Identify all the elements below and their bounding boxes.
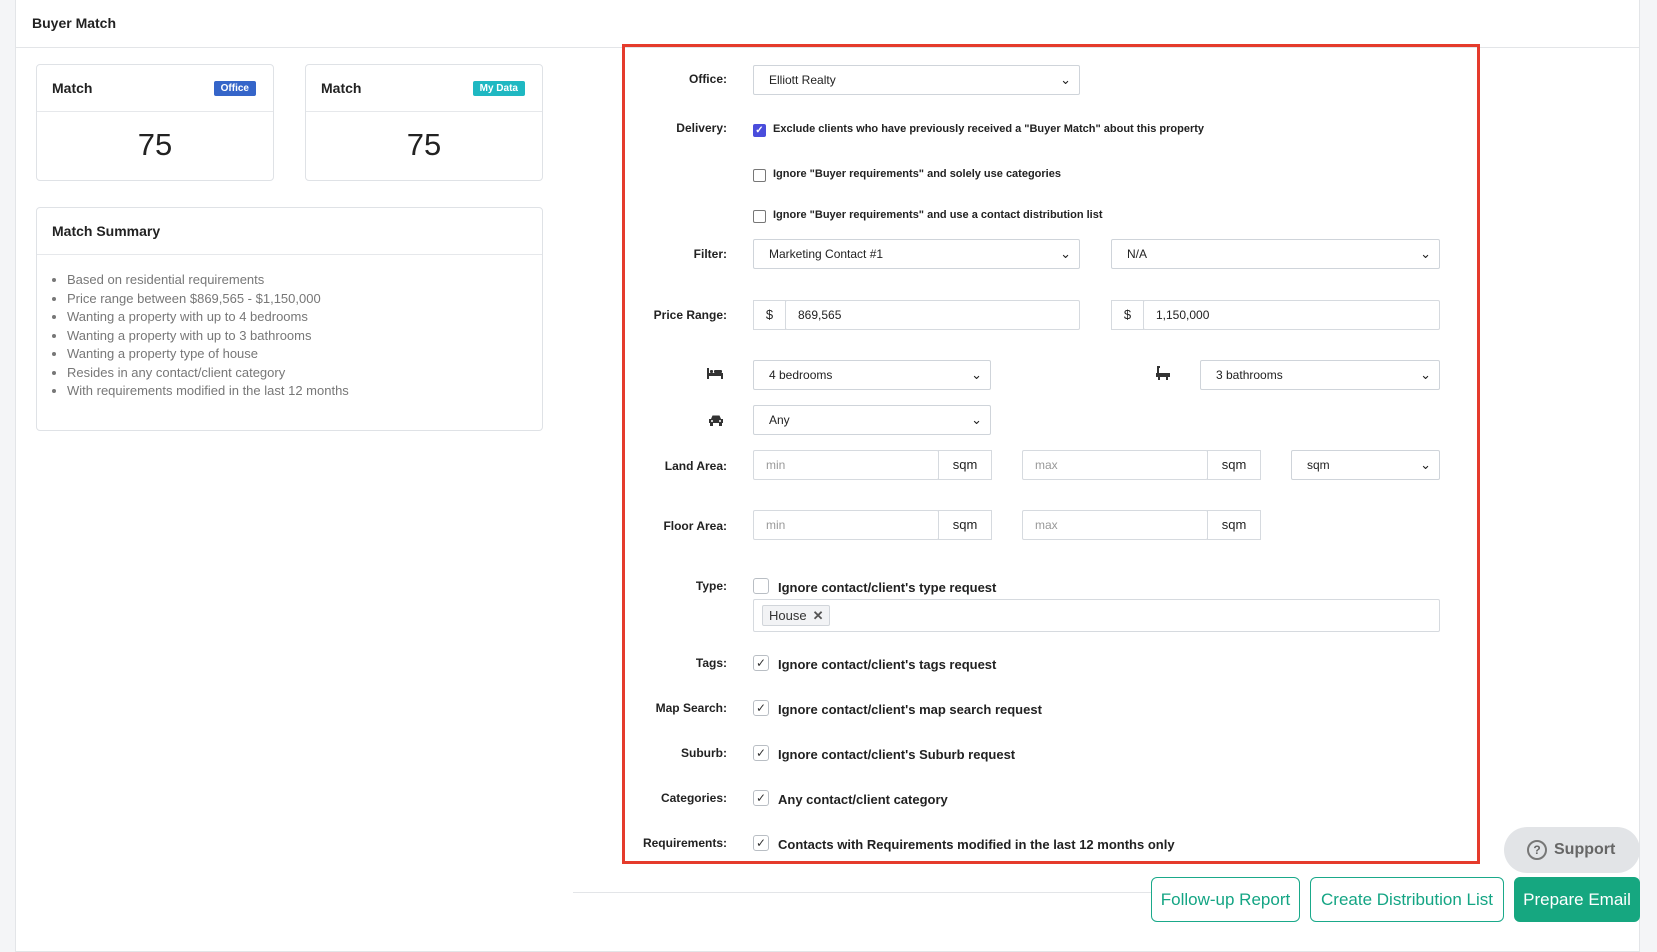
delivery-categories-text: Ignore "Buyer requirements" and solely use categories — [773, 168, 1061, 180]
price-range-label: Price Range: — [653, 308, 727, 322]
tags-ignore-checkbox[interactable]: ✓ — [753, 655, 769, 671]
card-title: Match — [321, 80, 362, 96]
land-area-unit-select[interactable]: sqm ⌄ — [1291, 450, 1440, 480]
chevron-down-icon: ⌄ — [971, 367, 982, 382]
bedrooms-select[interactable]: 4 bedrooms ⌄ — [753, 360, 991, 390]
create-distribution-list-button[interactable]: Create Distribution List — [1310, 877, 1504, 922]
delivery-distribution-checkbox[interactable] — [753, 210, 766, 223]
follow-up-report-button[interactable]: Follow-up Report — [1151, 877, 1300, 922]
type-tag-input[interactable] — [753, 599, 1440, 632]
requirements-modified-text: Contacts with Requirements modified in the last 12 months only — [778, 837, 1175, 852]
divider — [573, 892, 1163, 893]
summary-item: • Price range between $869,565 - $1,150,000 — [67, 290, 542, 309]
office-match-card — [36, 64, 274, 181]
price-max-input[interactable]: 1,150,000 — [1143, 300, 1440, 330]
delivery-distribution-text: Ignore "Buyer requirements" and use a contact distribution list — [773, 209, 1103, 221]
summary-item: • Resides in any contact/client category — [67, 364, 542, 383]
card-title: Match — [52, 80, 93, 96]
type-chip: House ✕ — [762, 605, 830, 626]
summary-item: • With requirements modified in the last 12 months — [67, 382, 542, 401]
requirements-label: Requirements: — [642, 836, 727, 850]
floor-area-max-unit: sqm — [1207, 510, 1261, 540]
requirements-modified-checkbox[interactable]: ✓ — [753, 835, 769, 851]
mydata-badge: My Data — [473, 81, 525, 96]
summary-title: Match Summary — [52, 223, 161, 239]
mydata-match-count: 75 — [406, 127, 442, 162]
chevron-down-icon: ⌄ — [1060, 72, 1071, 87]
tags-label: Tags: — [695, 656, 727, 670]
summary-item: • Wanting a property with up to 3 bathrooms — [67, 327, 542, 346]
chevron-down-icon: ⌄ — [1420, 246, 1431, 261]
chevron-down-icon: ⌄ — [1420, 457, 1431, 472]
summary-item: • Wanting a property with up to 4 bedrooms — [67, 308, 542, 327]
prepare-email-button[interactable]: Prepare Email — [1514, 877, 1640, 922]
office-label: Office: — [688, 72, 727, 86]
office-match-count: 75 — [137, 127, 173, 162]
match-summary-card — [36, 207, 543, 431]
categories-label: Categories: — [660, 791, 727, 805]
floor-area-max-input[interactable]: max — [1022, 510, 1208, 540]
floor-area-label: Floor Area: — [663, 519, 727, 533]
bath-icon — [1156, 366, 1170, 384]
delivery-exclude-checkbox[interactable]: ✓ — [753, 124, 766, 137]
filter-label: Filter: — [693, 247, 727, 261]
bed-icon — [707, 366, 723, 383]
bathrooms-select[interactable]: 3 bathrooms ⌄ — [1200, 360, 1440, 390]
price-min-input[interactable]: 869,565 — [785, 300, 1080, 330]
tags-ignore-text: Ignore contact/client's tags request — [778, 657, 997, 672]
land-area-label: Land Area: — [664, 459, 727, 473]
type-ignore-text: Ignore contact/client's type request — [778, 580, 997, 595]
currency-addon-min: $ — [753, 300, 786, 330]
categories-any-checkbox[interactable]: ✓ — [753, 790, 769, 806]
filter-select-1[interactable]: Marketing Contact #1 ⌄ — [753, 239, 1080, 269]
land-area-max-input[interactable]: max — [1022, 450, 1208, 480]
panel-header — [16, 0, 1639, 48]
delivery-exclude-text: Exclude clients who have previously received a "Buyer Match" about this property — [773, 123, 1205, 135]
type-ignore-checkbox[interactable] — [753, 578, 769, 594]
floor-area-min-unit: sqm — [938, 510, 992, 540]
suburb-label: Suburb: — [681, 746, 727, 760]
map-search-ignore-text: Ignore contact/client's map search request — [778, 702, 1042, 717]
page-title: Buyer Match — [32, 15, 117, 31]
mydata-match-card — [305, 64, 543, 181]
land-area-max-unit: sqm — [1207, 450, 1261, 480]
summary-list — [37, 271, 542, 401]
chevron-down-icon: ⌄ — [1420, 367, 1431, 382]
office-badge: Office — [214, 81, 256, 96]
map-search-ignore-checkbox[interactable]: ✓ — [753, 700, 769, 716]
suburb-ignore-text: Ignore contact/client's Suburb request — [778, 747, 1016, 762]
type-label: Type: — [695, 579, 727, 593]
delivery-categories-checkbox[interactable] — [753, 169, 766, 182]
question-circle-icon: ? — [1527, 840, 1547, 860]
summary-item: • Wanting a property type of house — [67, 345, 542, 364]
currency-addon-max: $ — [1111, 300, 1144, 330]
categories-any-text: Any contact/client category — [778, 792, 948, 807]
cars-select[interactable]: Any ⌄ — [753, 405, 991, 435]
land-area-min-input[interactable]: min — [753, 450, 939, 480]
chevron-down-icon: ⌄ — [1060, 246, 1071, 261]
office-select[interactable]: Elliott Realty ⌄ — [753, 65, 1080, 95]
summary-item: • Based on residential requirements — [67, 271, 542, 290]
map-search-label: Map Search: — [655, 701, 727, 715]
filter-select-2[interactable]: N/A ⌄ — [1111, 239, 1440, 269]
suburb-ignore-checkbox[interactable]: ✓ — [753, 745, 769, 761]
delivery-label: Delivery: — [676, 121, 727, 135]
chevron-down-icon: ⌄ — [971, 412, 982, 427]
support-button[interactable]: ? Support — [1504, 827, 1640, 873]
close-icon[interactable]: ✕ — [812, 608, 824, 623]
floor-area-min-input[interactable]: min — [753, 510, 939, 540]
land-area-min-unit: sqm — [938, 450, 992, 480]
car-icon — [709, 413, 723, 429]
